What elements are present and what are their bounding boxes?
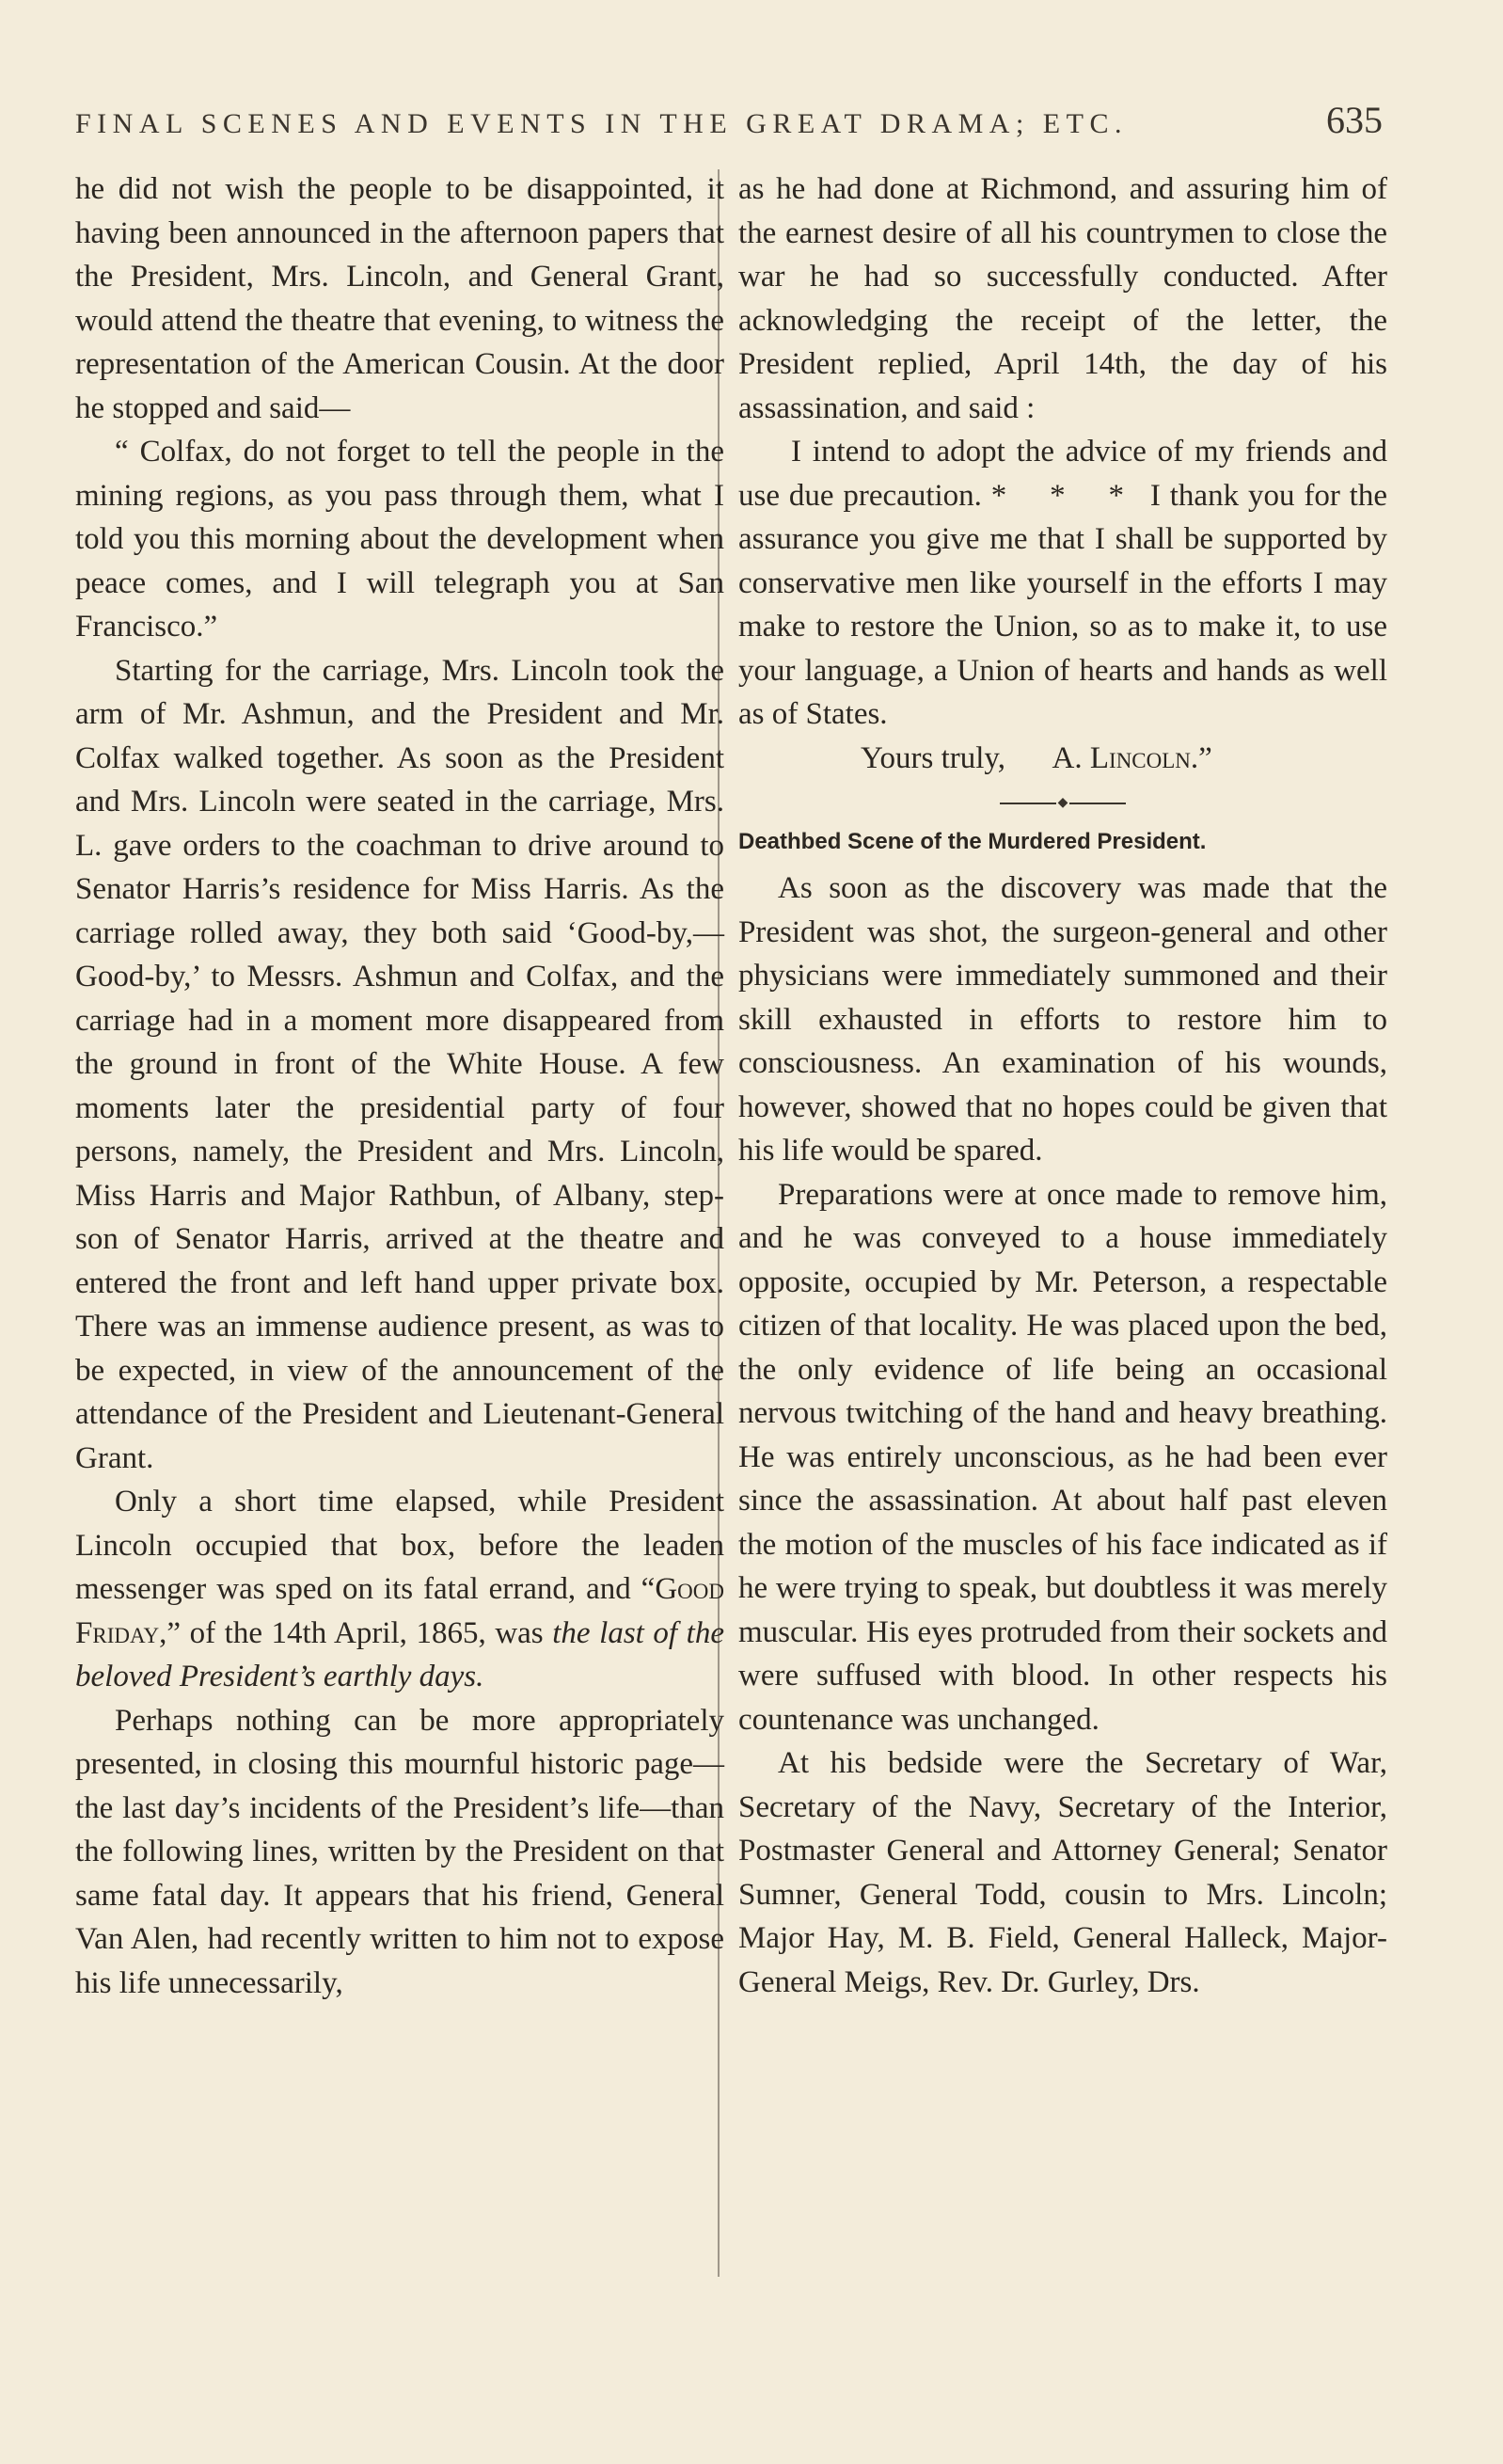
paragraph: “ Colfax, do not forget to tell the people in the mining regions, as you pass through them, what I told you this morning about the development when peace comes, and I will telegraph you at San Francisco.” [75,435,724,644]
closing-text: Yours truly, [861,740,1006,775]
section-heading: Deathbed Scene of the Murdered President. [738,829,1207,854]
text-run: Only a short time elapsed, while President Lincoln occupied that box, before the leaden messenger was sped on its fatal errand, and “ [75,1485,724,1606]
letter-text [738,430,1387,737]
small-caps-text: Good Friday [75,1572,724,1650]
paragraph: Perhaps nothing can be more appropriately presented, in closing this mournful historic page—the last day’s incidents of the President’s life—than the following lines, written by the President on that same fatal day. It appears that his friend, General Van Alen, had recently written to him not to expose his life unnecessarily, [75,1703,724,2000]
paragraph: as he had done at Richmond, and assuring him of the earnest desire of all his countrymen to close the war he had so successfully conducted. After acknowledging the receipt of the letter, the President replied, April 14th, the day of his assassination, and said : [738,172,1387,425]
diamond-ornament: ◆ [1057,795,1068,810]
ellipsis-stars: * * * [990,478,1142,513]
rule-line [1069,803,1126,804]
paragraph: Starting for the carriage, Mrs. Lincoln took the arm of Mr. Ashmun, and the President and Mr. Colfax walked together. As soon as the President and Mrs. Lincoln were seated in the carriage, Mrs. L. gave orders to the coachman to drive around to Senator Harris’s residence for Miss Harris. As the carriage rolled away, they both said ‘Good-by,—Good-by,’ to Messrs. Ashmun and Colfax, and the carriage had in a moment more disappeared from the ground in front of the White House. A few moments later the presidential party of four persons, namely, the President and Mrs. Lincoln, Miss Harris and Major Rathbun, of Albany, step-son of Senator Harris, arrived at the theatre and entered the front and left hand upper private box. There was an immense audience present, as was to be expected, in view of the announcement of the attendance of the President and Lieutenant-General Grant. [75,653,724,1475]
right-column [738,167,1387,2004]
left-column [75,167,724,2005]
paragraph: Preparations were at once made to remove him, and he was conveyed to a house immediately opposite, occupied by Mr. Peterson, a respectable citizen of that locality. He was placed upon the bed, the only evidence of life being an occasional nervous twitching of the hand and heavy breathing. He was entirely unconscious, as he had been ever since the assassination. At about half past eleven the motion of the muscles of his face indicated as if he were trying to speak, but doubtless it was merely muscular. His eyes protruded from their sockets and were suffused with blood. In other respects his countenance was unchanged. [738,1177,1387,1737]
ornament-rule [738,787,1387,819]
text-run: I intend to adopt the advice of my friends and use due precaution. [738,435,1387,513]
rule-line [1000,803,1056,804]
paragraph [75,1480,724,1699]
paragraph: he did not wish the people to be disappointed, it having been announced in the afternoon papers that the President, Mrs. Lincoln, and General Grant, would attend the theatre that evening, to witness the representation of the American Cousin. At the door he stopped and said— [75,172,724,425]
italic-text: the last of the beloved President’s earthly days. [75,1615,725,1693]
paragraph: At his bedside were the Secretary of War, Secretary of the Navy, Secretary of the Interior, Postmaster General and Attorney General; Senator Sumner, General Todd, cousin to Mrs. Lincoln; Major Hay, M. B. Field, General Halleck, Major-General Meigs, Rev. Dr. Gurley, Drs. [738,1746,1387,1999]
paragraph: As soon as the discovery was made that the President was shot, the surgeon-general and other physicians were immediately summoned and their skill exhausted in efforts to restore him to consciousness. An examination of his wounds, however, showed that no hopes could be given that his life would be spared. [738,871,1387,1168]
letter-closing [738,737,1387,781]
page-number: 635 [1326,99,1383,141]
signature: A. Lincoln.” [1052,740,1212,775]
text-run: I thank you for the assurance you give me that I shall be supported by conservative men like yourself in the efforts I may make to restore the Union, so as to make it, to use your language, a Union of hearts and hands as well as of States. [738,478,1387,731]
running-head [75,98,1383,142]
running-head-title: FINAL SCENES AND EVENTS IN THE GREAT DRAMA; ETC. [75,108,1128,139]
text-run: ,” of the 14th April, 1865, was [159,1615,553,1650]
